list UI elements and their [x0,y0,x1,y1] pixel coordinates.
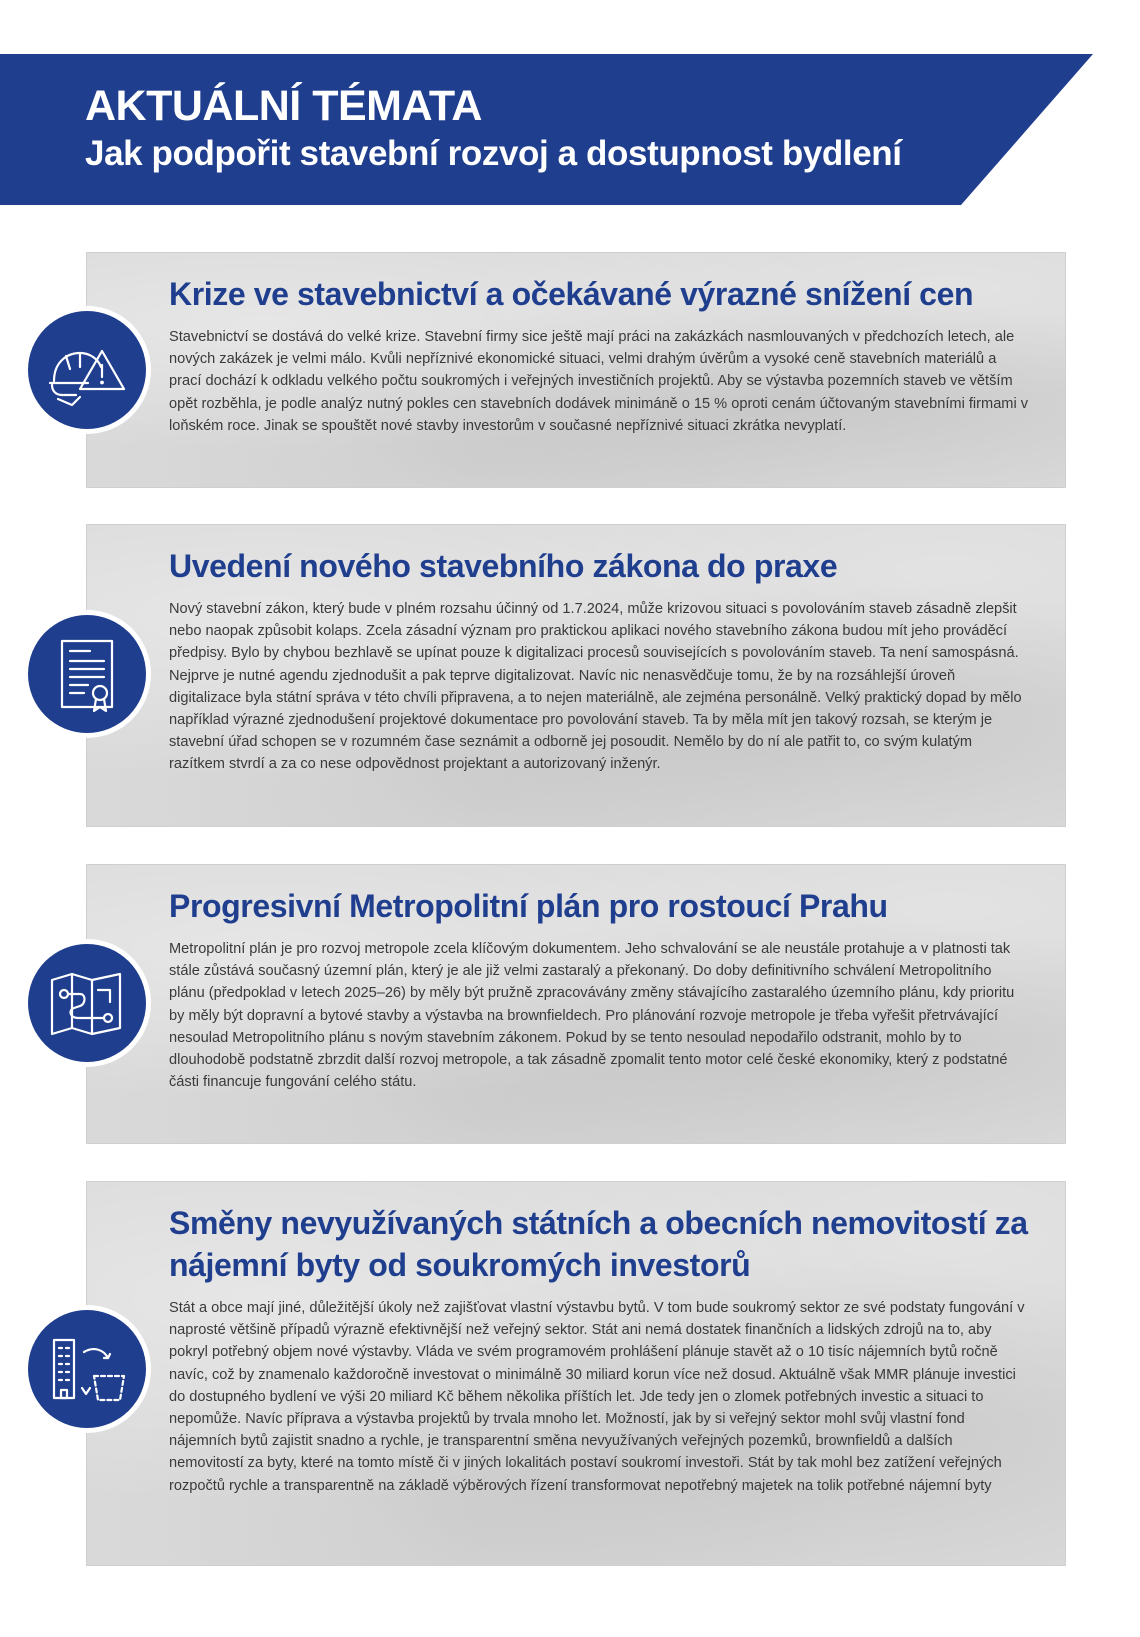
folded-map-icon [28,944,146,1062]
section-body: Stát a obce mají jiné, důležitější úkoly než zajišťovat vlastní výstavbu bytů. V tom bude soukromý sektor ze své podstaty fungování v naprosté většině případů výrazně efektivnější než veřejný sektor. Stát ani nemá dostatek finančních a lidských zdrojů na to, aby pokryl potřebný objem nové výstavby. Vláda ve svém programovém prohlášení plánuje stavět až o 10 tisíc nájemních bytů ročně navíc, což by znamenalo každoročně investovat o minimálně 30 miliard korun více než dosud. Aktuálně však MMR plánuje investici do dostupného bydlení ve výši 20 miliard Kč během několika příštích let. Jde tedy jen o zlomek potřebných investic a situaci to nepomůže. Navíc příprava a výstavba projektů by trvala mnoho let. Možností, jak by si veřejný sektor mohl svůj vlastní fond nájemních bytů zajistit snadno a rychle, je transparentní směna nevyužívaných veřejných pozemků, brownfieldů a dalších nemovitostí za byty, které na tomto místě či v jiných lokalitách postaví soukromí investoři. Stát by tak mohl bez zatížení veřejných rozpočtů rychle a transparentně na základě výběrových řízení transformovat nepotřebný majetek na tolik potřebné nájemní byty [169,1300,1025,1494]
section-body: Stavebnictví se dostává do velké krize. Stavební firmy sice ještě mají práci na zakázkách nasmlouvaných v předchozích letech, ale nových zakázek je velmi málo. Kvůli nepříznivé ekonomické situaci, velmi drahým úvěrům a vysoké ceně stavebních materiálů a prací dochází k odkladu velkého počtu soukromých i veřejných investičních projektů. Aby se výstavba pozemních staveb ve větším opět rozběhla, je podle analýz nutný pokles cen stavebních dodávek minimáně o 15 % oproti cenám účtovaným stavebními firmami v loňském roce. Jinak se spouštět nové stavby investorům v současné nepříznivé situaci zkrátka nevyplatí. [169,329,1029,434]
page-subtitle: Jak podpořit stavební rozvoj a dostupnost bydlení [85,134,902,173]
section-heading: Progresivní Metropolitní plán pro rostoucí Prahu [169,888,888,924]
section-card-construction-crisis [86,252,1066,488]
building-exchange-icon [28,1310,146,1428]
section-card-property-exchange [86,1181,1066,1566]
section-heading: Krize ve stavebnictví a očekávané výrazné snížení cen [169,276,974,312]
section-body: Metropolitní plán je pro rozvoj metropole zcela klíčovým dokumentem. Jeho schvalování se ale neustále protahuje a v platnosti tak stále zůstává současný územní plán, který je ale již velmi zastaralý a překonaný. Do doby definitivního schválení Metropolitního plánu (předpoklad v letech 2025–26) by měly být pružně zpracovávány změny stávajícího zastaralého územního plánu, kdy prioritu by měly být dopravní a bytové stavby a výstavba na brownfieldech. Pro plánování rozvoje metropole je třeba vyřešit přetrvávající nesoulad Metropolitního plánu s novým stavebním zákonem. Pokud by se tento nesoulad nepodařilo odstranit, mohlo by to dlouhodobě podstatně zbrzdit další rozvoj metropole, a tak zásadně zpomalit tento motor celé české ekonomiky, který z podstatné části financuje fungování celého státu. [169,941,1015,1091]
page-title: AKTUÁLNÍ TÉMATA [85,82,482,130]
section-card-metropolitan-plan [86,864,1066,1144]
section-heading: Uvedení nového stavebního zákona do praxe [169,548,838,584]
section-body: Nový stavební zákon, který bude v plném rozsahu účinný od 1.7.2024, může krizovou situaci s povolováním staveb zásadně zlepšit nebo naopak způsobit kolaps. Zcela zásadní význam pro praktickou aplikaci nového stavebního zákona budou mít jeho prováděcí předpisy. Bylo by chybou bezhlavě se upínat pouze k digitalizaci procesů souvisejících s povolováním staveb. Ta není samospásná. Nejprve je nutné agendu zjednodušit a pak teprve digitalizovat. Navíc nic nenasvědčuje tomu, že by na rozsáhlejší úroveň digitalizace byla státní správa v této chvíli připravena, a to nejen materiálně, ale zejména personálně. Velký praktický dopad by mělo například výrazné zjednodušení projektové dokumentace pro povolování staveb. Ta by měla mít jen takový rozsah, se kterým je stavební úřad schopen se v rozumném čase seznámit a odborně jej posoudit. Nemělo by do ní ale patřit to, co svým kulatým razítkem stvrdí a za co nese odpovědnost projektant a autorizovaný inženýr. [169,601,1022,773]
certificate-document-icon [28,615,146,733]
hard-hat-warning-icon [28,311,146,429]
section-card-building-law [86,524,1066,827]
section-heading: Směny nevyužívaných státních a obecních nemovitostí za nájemní byty od soukromých investorů [169,1205,1028,1283]
